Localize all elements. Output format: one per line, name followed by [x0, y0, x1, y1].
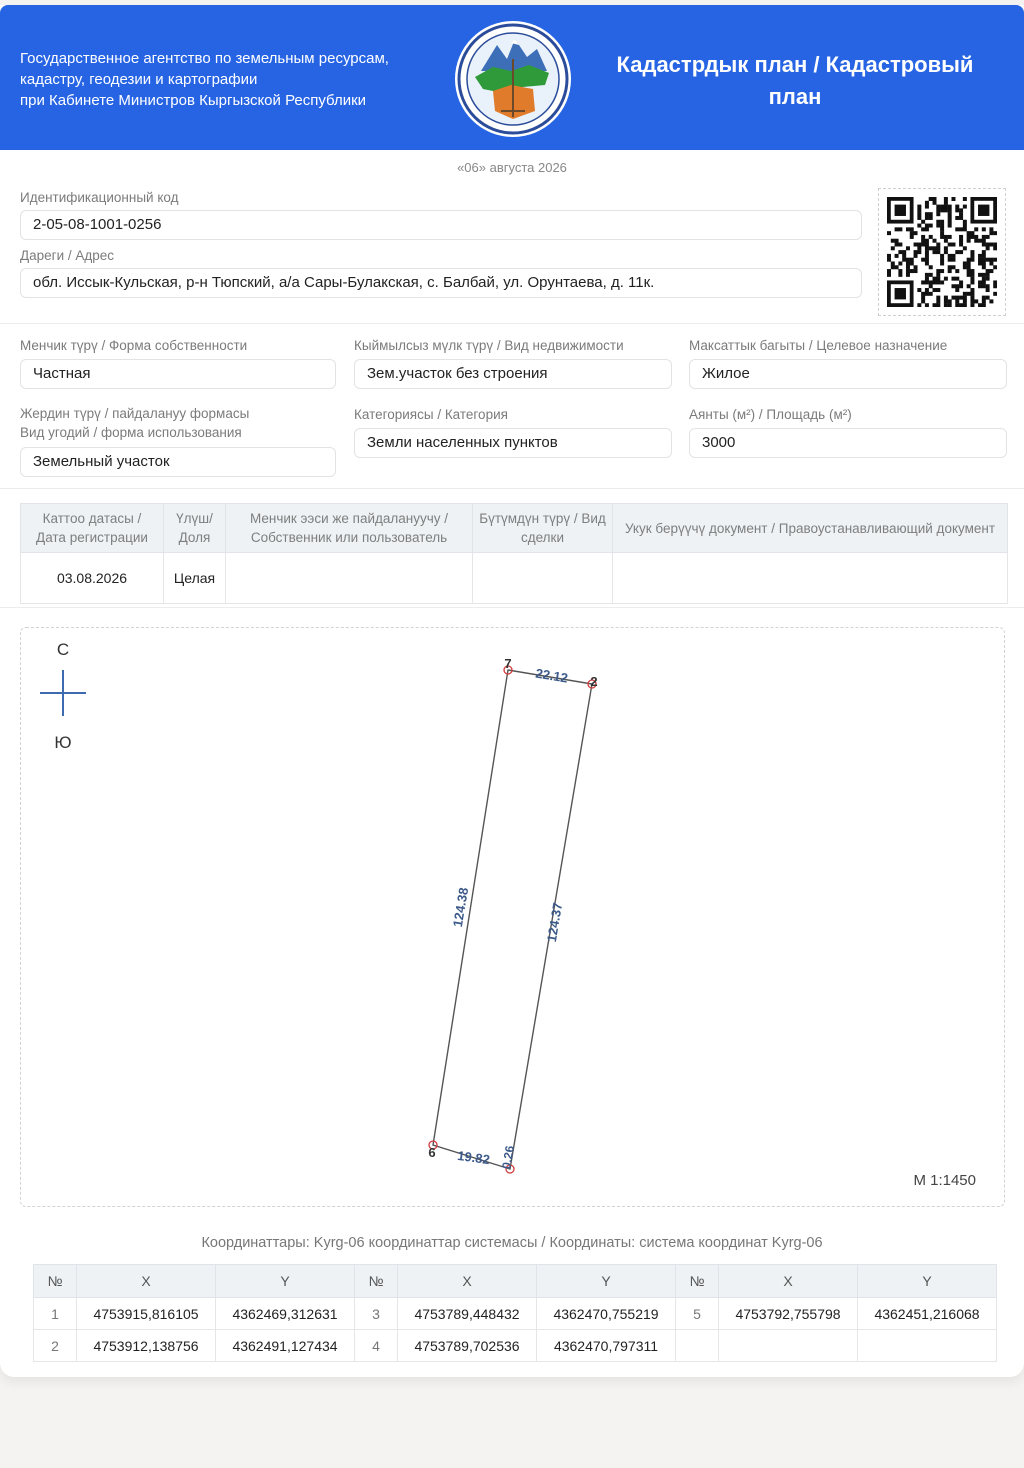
property-type-field: Зем.участок без строения — [354, 359, 672, 389]
empty-cell — [858, 1330, 997, 1362]
col-share: Үлүш/ Доля — [164, 504, 226, 553]
point-number-cell: 3 — [355, 1298, 398, 1330]
document-header — [0, 5, 1024, 150]
south-label: Ю — [54, 733, 72, 752]
col-y: Y — [858, 1265, 997, 1298]
point-number-cell: 2 — [34, 1330, 77, 1362]
col-x: X — [77, 1265, 216, 1298]
col-number: № — [34, 1265, 77, 1298]
col-x: X — [398, 1265, 537, 1298]
category-field: Земли населенных пунктов — [354, 428, 672, 458]
agency-emblem-logo — [453, 19, 573, 139]
identification-code-field: 2-05-08-1001-0256 — [20, 210, 862, 240]
x-cell: 4753912,138756 — [77, 1330, 216, 1362]
compass-cross-icon — [40, 670, 86, 716]
edge-length-label: 22.12 — [534, 665, 570, 686]
purpose-label: Максаттык багыты / Целевое назначение — [689, 338, 948, 353]
land-type-label — [20, 404, 249, 442]
property-type-label: Кыймылсыз мүлк түрү / Вид недвижимости — [354, 338, 624, 353]
agency-line-2: кадастру, геодезии и картографии — [20, 71, 258, 88]
coordinates-table — [33, 1264, 997, 1362]
col-registration-date: Каттоо датасы / Дата регистрации — [21, 504, 164, 553]
col-x: X — [719, 1265, 858, 1298]
empty-cell — [719, 1330, 858, 1362]
col-y: Y — [537, 1265, 676, 1298]
document-cell — [613, 553, 1008, 604]
agency-name — [20, 48, 420, 111]
x-cell: 4753915,816105 — [77, 1298, 216, 1330]
document-title: Кадастрдык план / Кадастровый план — [616, 52, 974, 109]
area-field: 3000 — [689, 428, 1007, 458]
purpose-field: Жилое — [689, 359, 1007, 389]
deal-cell — [473, 553, 613, 604]
empty-cell — [676, 1330, 719, 1362]
col-y: Y — [216, 1265, 355, 1298]
land-type-label-line-1: Жердин түрү / пайдалануу формасы — [20, 406, 250, 421]
point-number-cell: 1 — [34, 1298, 77, 1330]
owner-cell — [226, 553, 473, 604]
identification-code-label: Идентификационный код — [20, 190, 179, 205]
y-cell: 4362469,312631 — [216, 1298, 355, 1330]
coordinates-title: Координаттары: Kyrg-06 координаттар системасы / Координаты: система координат Kyrg-06 — [201, 1235, 823, 1251]
address-field: обл. Иссык-Кульская, р-н Тюпский, а/а Сары-Булакская, с. Балбай, ул. Орунтаева, д. 11к. — [20, 268, 862, 298]
y-cell: 4362451,216068 — [858, 1298, 997, 1330]
qr-code — [878, 188, 1006, 316]
share-cell: Целая — [164, 553, 226, 604]
cadastral-plan-document — [0, 5, 1024, 1377]
registration-header-row — [21, 504, 1008, 553]
ownership-field: Частная — [20, 359, 336, 389]
area-label: Аянты (м²) / Площадь (м²) — [689, 407, 852, 422]
point-number-cell: 5 — [676, 1298, 719, 1330]
registration-table — [20, 503, 1008, 604]
y-cell: 4362470,755219 — [537, 1298, 676, 1330]
edge-length-label: 19.82 — [456, 1147, 491, 1168]
col-deal-type: Бүтүмдүн түрү / Вид сделки — [473, 504, 613, 553]
category-label: Категориясы / Категория — [354, 407, 508, 422]
col-owner: Менчик ээси же пайдалануучу / Собственник или пользователь — [226, 504, 473, 553]
y-cell: 4362470,797311 — [537, 1330, 676, 1362]
address-label: Дареги / Адрес — [20, 248, 115, 263]
table-row — [21, 553, 1008, 604]
table-row — [34, 1330, 997, 1362]
edge-length-label: 124.38 — [449, 886, 472, 929]
point-number-cell: 4 — [355, 1330, 398, 1362]
land-type-label-line-2: Вид угодий / форма использования — [20, 425, 242, 440]
scale-label: М 1:1450 — [913, 1172, 976, 1189]
document-date: «06» августа 2026 — [457, 160, 567, 175]
x-cell: 4753792,755798 — [719, 1298, 858, 1330]
agency-line-1: Государственное агентство по земельным ресурсам, — [20, 50, 389, 67]
section-divider — [0, 488, 1024, 489]
plot-plan-drawing — [20, 627, 1005, 1207]
edge-length-label: 0.26 — [499, 1144, 517, 1171]
ownership-label: Менчик түрү / Форма собственности — [20, 338, 248, 353]
north-label: С — [56, 640, 70, 659]
x-cell: 4753789,702536 — [398, 1330, 537, 1362]
col-number: № — [676, 1265, 719, 1298]
y-cell: 4362491,127434 — [216, 1330, 355, 1362]
point-label: 2 — [590, 674, 598, 689]
point-label: 6 — [428, 1145, 436, 1160]
col-number: № — [355, 1265, 398, 1298]
x-cell: 4753789,448432 — [398, 1298, 537, 1330]
section-divider — [0, 607, 1024, 608]
section-divider — [0, 323, 1024, 324]
col-title-document: Укук берүүчү документ / Правоустанавливающий документ — [613, 504, 1008, 553]
registration-date-cell: 03.08.2026 — [21, 553, 164, 604]
edge-length-label: 124.37 — [543, 901, 566, 944]
agency-line-3: при Кабинете Министров Кыргызской Республики — [20, 92, 367, 109]
land-type-field: Земельный участок — [20, 447, 336, 477]
coordinates-header-row — [34, 1265, 997, 1298]
table-row — [34, 1298, 997, 1330]
point-label: 7 — [504, 656, 512, 671]
